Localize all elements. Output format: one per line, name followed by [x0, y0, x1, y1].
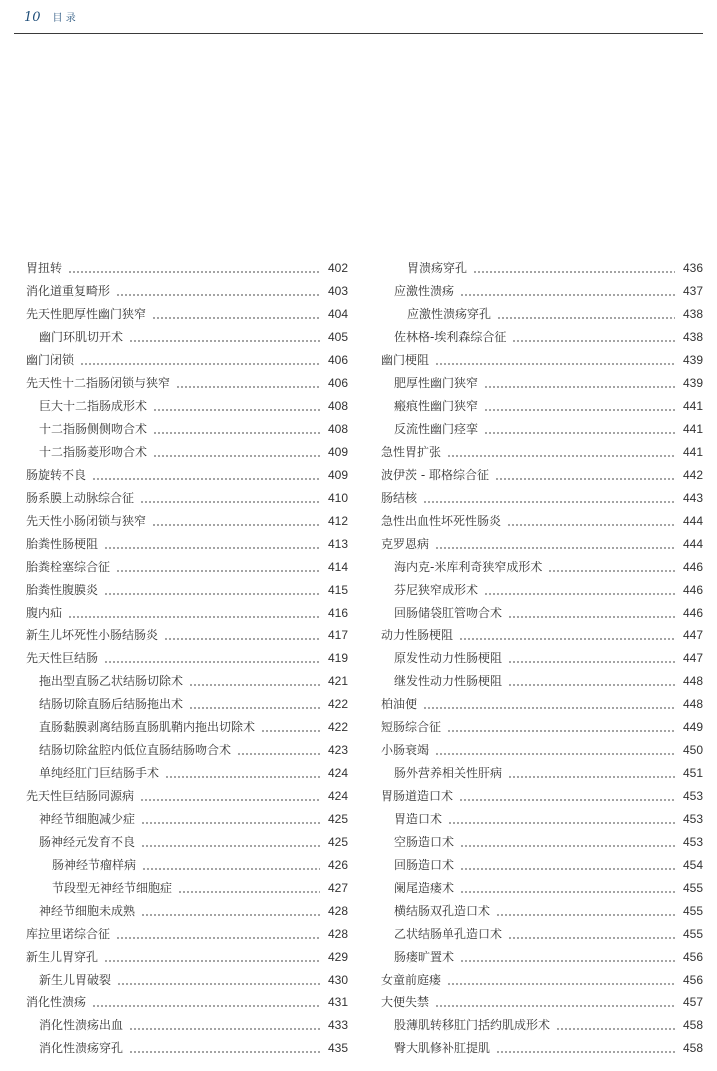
- dot-leader: [507, 515, 675, 527]
- toc-entry[interactable]: [26, 303, 348, 326]
- toc-entry-title: 十二指肠菱形吻合术: [39, 444, 148, 459]
- toc-entry-page: 424: [327, 789, 348, 804]
- dot-leader: [484, 423, 675, 435]
- toc-entry-title: 急性出血性坏死性肠炎: [381, 513, 502, 528]
- toc-entry-page: 404: [327, 307, 348, 322]
- dot-leader: [140, 492, 320, 504]
- toc-entry[interactable]: [26, 509, 348, 532]
- dot-leader: [141, 905, 320, 917]
- dot-leader: [460, 285, 675, 297]
- dot-leader: [261, 721, 320, 733]
- dot-leader: [508, 928, 675, 940]
- toc-entry[interactable]: [26, 624, 348, 647]
- toc-entry-title: 先天性肥厚性幽门狭窄: [26, 307, 147, 322]
- toc-entry-title: 消化性溃疡穿孔: [39, 1041, 124, 1056]
- toc-entry[interactable]: [381, 372, 703, 395]
- toc-entry-page: 424: [327, 766, 348, 781]
- toc-entry[interactable]: [381, 991, 703, 1014]
- dot-leader: [484, 400, 675, 412]
- dot-leader: [153, 446, 320, 458]
- dot-leader: [508, 767, 675, 779]
- toc-entry-title: 海内克-米库利奇狭窄成形术: [394, 559, 543, 574]
- toc-entry-title: 结肠切除盆腔内低位直肠结肠吻合术: [39, 743, 232, 758]
- toc-entry-title: 幽门闭锁: [26, 353, 75, 368]
- toc-entry-title: 胃肠道造口术: [381, 789, 454, 804]
- toc-entry-page: 456: [682, 949, 703, 964]
- toc-entry-page: 449: [682, 720, 703, 735]
- dot-leader: [142, 859, 320, 871]
- toc-entry[interactable]: [381, 601, 703, 624]
- toc-entry-page: 443: [682, 490, 703, 505]
- toc-entry-page: 455: [682, 903, 703, 918]
- toc-entry-title: 单纯经肛门巨结肠手术: [39, 766, 160, 781]
- toc-entry-title: 横结肠双孔造口术: [394, 903, 491, 918]
- toc-entry-title: 回肠造口术: [394, 857, 455, 872]
- toc-entry[interactable]: [26, 693, 348, 716]
- toc-entry[interactable]: [26, 441, 348, 464]
- dot-leader: [68, 262, 320, 274]
- toc-entry-title: 动力性肠梗阻: [381, 628, 454, 643]
- toc-entry-title: 先天性巨结肠: [26, 651, 99, 666]
- toc-entry-title: 反流性幽门痉挛: [394, 422, 479, 437]
- dot-leader: [460, 859, 675, 871]
- dot-leader: [140, 790, 320, 802]
- toc-entry-page: 453: [682, 811, 703, 826]
- toc-entry[interactable]: [26, 532, 348, 555]
- page-number: 10: [24, 10, 41, 25]
- toc-entry[interactable]: [381, 624, 703, 647]
- dot-leader: [497, 308, 675, 320]
- toc-entry-title: 胎粪栓塞综合征: [26, 559, 111, 574]
- toc-entry-title: 短肠综合征: [381, 720, 442, 735]
- toc-entry-page: 441: [682, 444, 703, 459]
- toc-entry-title: 女童前庭瘘: [381, 972, 442, 987]
- dot-leader: [176, 377, 320, 389]
- toc-entry-title: 原发性动力性肠梗阻: [394, 651, 503, 666]
- toc-entry-title: 股薄肌转移肛门括约肌成形术: [394, 1018, 551, 1033]
- toc-entry[interactable]: [26, 808, 348, 831]
- toc-entry-page: 437: [682, 284, 703, 299]
- toc-entry[interactable]: [381, 693, 703, 716]
- dot-leader: [447, 721, 675, 733]
- dot-leader: [141, 813, 320, 825]
- dot-leader: [116, 561, 320, 573]
- toc-entry[interactable]: [26, 647, 348, 670]
- toc-entry-page: 438: [682, 307, 703, 322]
- dot-leader: [152, 515, 320, 527]
- dot-leader: [423, 698, 675, 710]
- dot-leader: [189, 675, 320, 687]
- toc-entry[interactable]: [381, 853, 703, 876]
- toc-entry-page: 433: [327, 1018, 348, 1033]
- toc-entry[interactable]: [381, 1014, 703, 1037]
- toc-entry[interactable]: [26, 785, 348, 808]
- toc-entry-title: 肠外营养相关性肝病: [394, 766, 503, 781]
- toc-entry-page: 425: [327, 811, 348, 826]
- dot-leader: [92, 996, 320, 1008]
- dot-leader: [104, 538, 320, 550]
- toc-entry-page: 417: [327, 628, 348, 643]
- toc-entry[interactable]: [381, 486, 703, 509]
- toc-entry-page: 453: [682, 834, 703, 849]
- toc-entry[interactable]: [26, 1037, 348, 1060]
- toc-entry-page: 451: [682, 766, 703, 781]
- toc-entry[interactable]: [26, 739, 348, 762]
- toc-entry[interactable]: [381, 785, 703, 808]
- toc-entry[interactable]: [381, 349, 703, 372]
- toc-entry-page: 403: [327, 284, 348, 299]
- toc-entry-page: 427: [327, 880, 348, 895]
- toc-entry[interactable]: [26, 899, 348, 922]
- toc-entry-title: 肥厚性幽门狭窄: [394, 376, 479, 391]
- dot-leader: [459, 629, 675, 641]
- dot-leader: [512, 331, 675, 343]
- dot-leader: [460, 951, 675, 963]
- toc-entry-title: 柏油便: [381, 697, 418, 712]
- dot-leader: [116, 285, 320, 297]
- toc-entry[interactable]: [381, 762, 703, 785]
- toc-entry[interactable]: [381, 739, 703, 762]
- dot-leader: [496, 905, 675, 917]
- toc-entry-page: 415: [327, 582, 348, 597]
- toc-entry[interactable]: [381, 578, 703, 601]
- toc-entry[interactable]: [381, 670, 703, 693]
- toc-entry-title: 幽门梗阻: [381, 353, 430, 368]
- toc-entry[interactable]: [26, 1014, 348, 1037]
- toc-entry-title: 回肠储袋肛管吻合术: [394, 605, 503, 620]
- toc-entry[interactable]: [26, 418, 348, 441]
- section-title: 目 录: [52, 13, 76, 24]
- toc-entry[interactable]: [26, 922, 348, 945]
- dot-leader: [435, 538, 675, 550]
- dot-leader: [423, 492, 675, 504]
- dot-leader: [447, 446, 675, 458]
- toc-entry-title: 神经节细胞减少症: [39, 811, 136, 826]
- toc-entry-title: 应激性溃疡穿孔: [407, 307, 492, 322]
- toc-entry-page: 430: [327, 972, 348, 987]
- toc-entry-page: 446: [682, 559, 703, 574]
- toc-entry[interactable]: [381, 922, 703, 945]
- toc-entry-title: 拖出型直肠乙状结肠切除术: [39, 674, 184, 689]
- toc-entry-title: 佐林格-埃利森综合征: [394, 330, 507, 345]
- toc-entry[interactable]: [26, 762, 348, 785]
- toc-entry[interactable]: [26, 876, 348, 899]
- toc-entry-page: 436: [682, 261, 703, 276]
- dot-leader: [153, 400, 320, 412]
- toc-entry-page: 457: [682, 995, 703, 1010]
- toc-entry-title: 克罗恩病: [381, 536, 430, 551]
- dot-leader: [459, 790, 675, 802]
- toc-entry-title: 胃扭转: [26, 261, 63, 276]
- toc-entry[interactable]: [381, 830, 703, 853]
- dot-leader: [129, 331, 320, 343]
- toc-entry-page: 425: [327, 834, 348, 849]
- toc-entry-page: 441: [682, 422, 703, 437]
- toc-entry[interactable]: [381, 441, 703, 464]
- toc-entry-page: 455: [682, 926, 703, 941]
- toc-entry[interactable]: [26, 578, 348, 601]
- toc-entry[interactable]: [381, 303, 703, 326]
- toc-entry-title: 臀大肌修补肛提肌: [394, 1041, 491, 1056]
- toc-entry[interactable]: [26, 349, 348, 372]
- dot-leader: [496, 1042, 675, 1054]
- toc-entry-page: 423: [327, 743, 348, 758]
- toc-entry-page: 450: [682, 743, 703, 758]
- toc-entry-title: 肠结核: [381, 490, 418, 505]
- toc-entry-title: 胎粪性腹膜炎: [26, 582, 99, 597]
- dot-leader: [189, 698, 320, 710]
- dot-leader: [116, 928, 320, 940]
- toc-entry[interactable]: [381, 280, 703, 303]
- toc-entry-title: 结肠切除直肠后结肠拖出术: [39, 697, 184, 712]
- toc-entry-title: 瘢痕性幽门狭窄: [394, 399, 479, 414]
- toc-entry[interactable]: [26, 555, 348, 578]
- toc-entry-title: 腹内疝: [26, 605, 63, 620]
- dot-leader: [237, 744, 320, 756]
- toc-entry-title: 芬尼狭窄成形术: [394, 582, 479, 597]
- toc-entry-page: 448: [682, 674, 703, 689]
- toc-entry-page: 454: [682, 857, 703, 872]
- toc-entry-page: 406: [327, 376, 348, 391]
- toc-entry-page: 444: [682, 513, 703, 528]
- dot-leader: [68, 607, 320, 619]
- dot-leader: [129, 1042, 320, 1054]
- dot-leader: [460, 836, 675, 848]
- toc-entry-title: 消化性溃疡: [26, 995, 87, 1010]
- toc-entry[interactable]: [26, 372, 348, 395]
- toc-entry-title: 节段型无神经节细胞症: [52, 880, 173, 895]
- toc-entry[interactable]: [26, 991, 348, 1014]
- toc-entry-page: 422: [327, 720, 348, 735]
- toc-entry-page: 409: [327, 444, 348, 459]
- toc-entry-page: 428: [327, 903, 348, 918]
- toc-entry-page: 414: [327, 559, 348, 574]
- dot-leader: [104, 951, 320, 963]
- dot-leader: [435, 354, 675, 366]
- dot-leader: [129, 1019, 320, 1031]
- toc-entry-title: 先天性十二指肠闭锁与狭窄: [26, 376, 171, 391]
- toc-entry-title: 胃溃疡穿孔: [407, 261, 468, 276]
- toc-entry-title: 库拉里诺综合征: [26, 926, 111, 941]
- toc-entry-page: 419: [327, 651, 348, 666]
- dot-leader: [495, 469, 675, 481]
- toc-entry[interactable]: [381, 1037, 703, 1060]
- toc-entry[interactable]: [26, 486, 348, 509]
- toc-entry-page: 412: [327, 513, 348, 528]
- toc-entry[interactable]: [381, 257, 703, 280]
- toc-entry-title: 先天性巨结肠同源病: [26, 789, 135, 804]
- dot-leader: [435, 744, 675, 756]
- toc-column-left: [26, 257, 348, 1060]
- toc-entry-page: 447: [682, 628, 703, 643]
- toc-entry[interactable]: [26, 257, 348, 280]
- toc-entry[interactable]: [381, 326, 703, 349]
- toc-entry-title: 继发性动力性肠梗阻: [394, 674, 503, 689]
- dot-leader: [548, 561, 675, 573]
- toc-entry-page: 429: [327, 949, 348, 964]
- toc-entry-title: 消化性溃疡出血: [39, 1018, 124, 1033]
- dot-leader: [484, 584, 675, 596]
- toc-entry-page: 413: [327, 536, 348, 551]
- toc-entry-page: 439: [682, 353, 703, 368]
- toc-entry[interactable]: [381, 532, 703, 555]
- dot-leader: [435, 996, 675, 1008]
- dot-leader: [153, 423, 320, 435]
- dot-leader: [165, 767, 320, 779]
- toc-entry-title: 神经节细胞未成熟: [39, 903, 136, 918]
- toc-entry-page: 446: [682, 605, 703, 620]
- dot-leader: [447, 974, 675, 986]
- page-header: [24, 9, 76, 29]
- dot-leader: [117, 974, 320, 986]
- toc-entry-page: 456: [682, 972, 703, 987]
- toc-entry-page: 448: [682, 697, 703, 712]
- toc-entry-title: 新生儿坏死性小肠结肠炎: [26, 628, 159, 643]
- toc-entry-page: 409: [327, 467, 348, 482]
- toc-entry[interactable]: [26, 716, 348, 739]
- toc-entry-page: 408: [327, 422, 348, 437]
- toc-column-right: [381, 257, 703, 1060]
- toc-entry[interactable]: [381, 716, 703, 739]
- toc-entry[interactable]: [26, 945, 348, 968]
- toc-entry[interactable]: [26, 853, 348, 876]
- toc-entry-title: 肠系膜上动脉综合征: [26, 490, 135, 505]
- toc-entry-page: 458: [682, 1018, 703, 1033]
- toc-entry[interactable]: [381, 395, 703, 418]
- toc-entry[interactable]: [381, 555, 703, 578]
- toc-entry-title: 阑尾造瘘术: [394, 880, 455, 895]
- toc-entry-page: 422: [327, 697, 348, 712]
- toc-entry-page: 447: [682, 651, 703, 666]
- toc-entry-title: 乙状结肠单孔造口术: [394, 926, 503, 941]
- dot-leader: [508, 675, 675, 687]
- toc-entry[interactable]: [26, 326, 348, 349]
- header-divider: [14, 33, 703, 34]
- toc-entry-page: 444: [682, 536, 703, 551]
- toc-entry[interactable]: [26, 670, 348, 693]
- toc-entry-page: 421: [327, 674, 348, 689]
- dot-leader: [508, 607, 675, 619]
- toc-entry[interactable]: [26, 601, 348, 624]
- toc-entry-page: 431: [327, 995, 348, 1010]
- toc-entry[interactable]: [26, 280, 348, 303]
- toc-entry-title: 新生儿胃破裂: [39, 972, 112, 987]
- toc-entry-page: 438: [682, 330, 703, 345]
- toc-entry-page: 441: [682, 399, 703, 414]
- dot-leader: [556, 1019, 675, 1031]
- toc-entry[interactable]: [381, 418, 703, 441]
- toc-entry[interactable]: [381, 647, 703, 670]
- toc-entry[interactable]: [381, 945, 703, 968]
- toc-entry-page: 442: [682, 467, 703, 482]
- toc-entry[interactable]: [381, 899, 703, 922]
- dot-leader: [152, 308, 320, 320]
- toc-entry-title: 大便失禁: [381, 995, 430, 1010]
- toc-entry-title: 十二指肠侧侧吻合术: [39, 422, 148, 437]
- toc-entry[interactable]: [26, 830, 348, 853]
- toc-entry-title: 先天性小肠闭锁与狭窄: [26, 513, 147, 528]
- toc-entry-title: 直肠黏膜剥离结肠直肠肌鞘内拖出切除术: [39, 720, 256, 735]
- toc-entry-page: 453: [682, 789, 703, 804]
- toc-entry-page: 458: [682, 1041, 703, 1056]
- toc-entry-page: 408: [327, 399, 348, 414]
- toc-entry-title: 胃造口术: [394, 811, 443, 826]
- toc-entry-title: 急性胃扩张: [381, 444, 442, 459]
- toc-entry-title: 消化道重复畸形: [26, 284, 111, 299]
- toc-entry-page: 416: [327, 605, 348, 620]
- dot-leader: [473, 262, 675, 274]
- toc-entry[interactable]: [381, 808, 703, 831]
- dot-leader: [80, 354, 320, 366]
- toc-entry-title: 应激性溃疡: [394, 284, 455, 299]
- toc-entry-page: 439: [682, 376, 703, 391]
- toc-entry-page: 455: [682, 880, 703, 895]
- toc-entry[interactable]: [381, 968, 703, 991]
- toc-entry-page: 435: [327, 1041, 348, 1056]
- dot-leader: [448, 813, 675, 825]
- toc-entry[interactable]: [381, 876, 703, 899]
- toc-entry-title: 波伊茨 - 耶格综合征: [381, 467, 489, 482]
- toc-entry-title: 肠瘘旷置术: [394, 949, 455, 964]
- dot-leader: [104, 652, 320, 664]
- toc-entry-title: 肠神经节瘤样病: [52, 857, 137, 872]
- dot-leader: [141, 836, 320, 848]
- toc-entry[interactable]: [26, 463, 348, 486]
- toc-entry-title: 新生儿胃穿孔: [26, 949, 99, 964]
- toc-entry-title: 胎粪性肠梗阻: [26, 536, 99, 551]
- toc-entry-title: 肠旋转不良: [26, 467, 87, 482]
- toc-entry-page: 406: [327, 353, 348, 368]
- toc-entry-title: 幽门环肌切开术: [39, 330, 124, 345]
- dot-leader: [178, 882, 320, 894]
- dot-leader: [460, 882, 675, 894]
- toc-entry-title: 空肠造口术: [394, 834, 455, 849]
- toc-entry[interactable]: [26, 968, 348, 991]
- toc-entry-title: 巨大十二指肠成形术: [39, 399, 148, 414]
- toc-entry-page: 410: [327, 490, 348, 505]
- toc-entry[interactable]: [381, 509, 703, 532]
- toc-entry-page: 405: [327, 330, 348, 345]
- toc-entry-page: 402: [327, 261, 348, 276]
- toc-entry-page: 426: [327, 857, 348, 872]
- toc-entry-title: 肠神经元发育不良: [39, 834, 136, 849]
- toc-entry[interactable]: [26, 395, 348, 418]
- dot-leader: [104, 584, 320, 596]
- dot-leader: [508, 652, 675, 664]
- toc-entry-page: 428: [327, 926, 348, 941]
- toc-entry[interactable]: [381, 463, 703, 486]
- dot-leader: [92, 469, 320, 481]
- toc-entry-title: 小肠衰竭: [381, 743, 430, 758]
- dot-leader: [164, 629, 320, 641]
- dot-leader: [484, 377, 675, 389]
- toc-entry-page: 446: [682, 582, 703, 597]
